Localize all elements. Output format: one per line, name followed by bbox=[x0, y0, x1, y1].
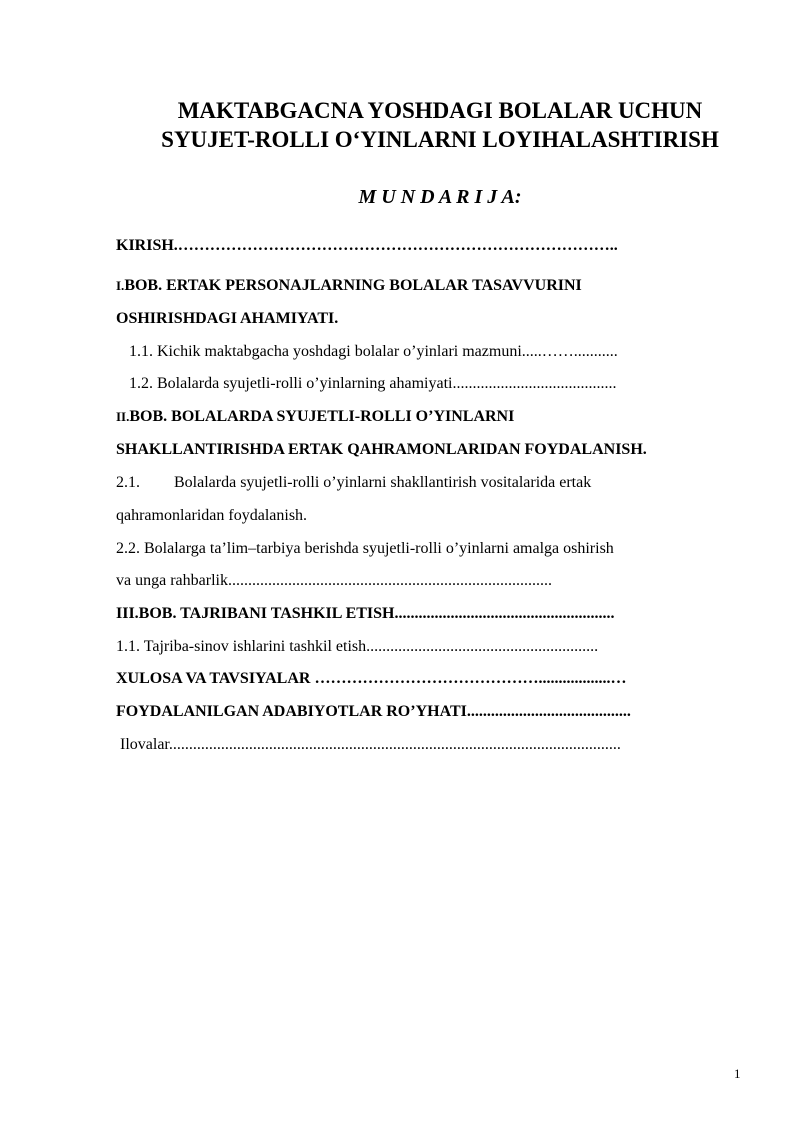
toc-entry-1-1: 1.1. Kichik maktabgacha yoshdagi bolalar o’yinlari mazmuni.....……........... bbox=[129, 343, 618, 360]
toc-entry-adabiyotlar: FOYDALANILGAN ADABIYOTLAR RO’YHATI......................................... bbox=[116, 703, 631, 720]
toc-bob2-title: BOB. BOLALARDA SYUJETLI-ROLLI O’YINLARNI bbox=[129, 408, 515, 425]
toc-entry-xulosa: XULOSA VA TAVSIYALAR ……………………………………..................… bbox=[116, 670, 627, 687]
document-title bbox=[120, 96, 760, 154]
toc-bob2-number: II. bbox=[116, 409, 130, 424]
page-number: 1 bbox=[734, 1066, 741, 1081]
toc-entry-bob1-line2: OSHIRISHDAGI AHAMIYATI. bbox=[116, 310, 339, 327]
toc-bob1-title: BOB. ERTAK PERSONAJLARNING BOLALAR TASAVVURINI bbox=[124, 277, 582, 294]
toc-entry-bob3: III.BOB. TAJRIBANI TASHKIL ETISH....................................................... bbox=[116, 605, 615, 622]
toc-entry-2-2-line1: 2.2. Bolalarga ta’lim–tarbiya berishda syujetli-rolli o’yinlarni amalga oshirish bbox=[116, 540, 614, 557]
toc-entry-2-1-line1: Bolalarda syujetli-rolli o’yinlarni shakllantirish vositalarida ertak bbox=[174, 474, 592, 491]
toc-entry-bob1-line1 bbox=[116, 276, 582, 296]
toc-heading: M U N D A R I J A: bbox=[358, 186, 522, 208]
toc-entry-1-2: 1.2. Bolalarda syujetli-rolli o’yinlarning ahamiyati......................................... bbox=[129, 375, 617, 392]
title-line-1: MAKTABGACNA YOSHDAGI BOLALAR UCHUN bbox=[177, 98, 703, 123]
toc-entry-kirish: KIRISH.……………………………………………………………………….. bbox=[116, 237, 618, 254]
title-line-2: SYUJET-ROLLI O‘YINLARNI LOYIHALASHTIRISH bbox=[161, 127, 719, 152]
toc-bob1-number: I. bbox=[116, 278, 125, 293]
toc-entry-2-1-line2: qahramonlaridan foydalanish. bbox=[116, 507, 308, 524]
toc-entry-2-1-number: 2.1. bbox=[116, 474, 140, 491]
toc-entry-2-2-line2: va unga rahbarlik................................................................................. bbox=[116, 572, 552, 589]
toc-entry-bob2-line1 bbox=[116, 407, 514, 427]
toc-entry-3-1: 1.1. Tajriba-sinov ishlarini tashkil etish.......................................................... bbox=[116, 638, 599, 655]
toc-entry-bob2-line2: SHAKLLANTIRISHDA ERTAK QAHRAMONLARIDAN FOYDALANISH. bbox=[116, 441, 647, 458]
toc-entry-ilovalar: Ilovalar................................................................................................................. bbox=[120, 736, 621, 753]
